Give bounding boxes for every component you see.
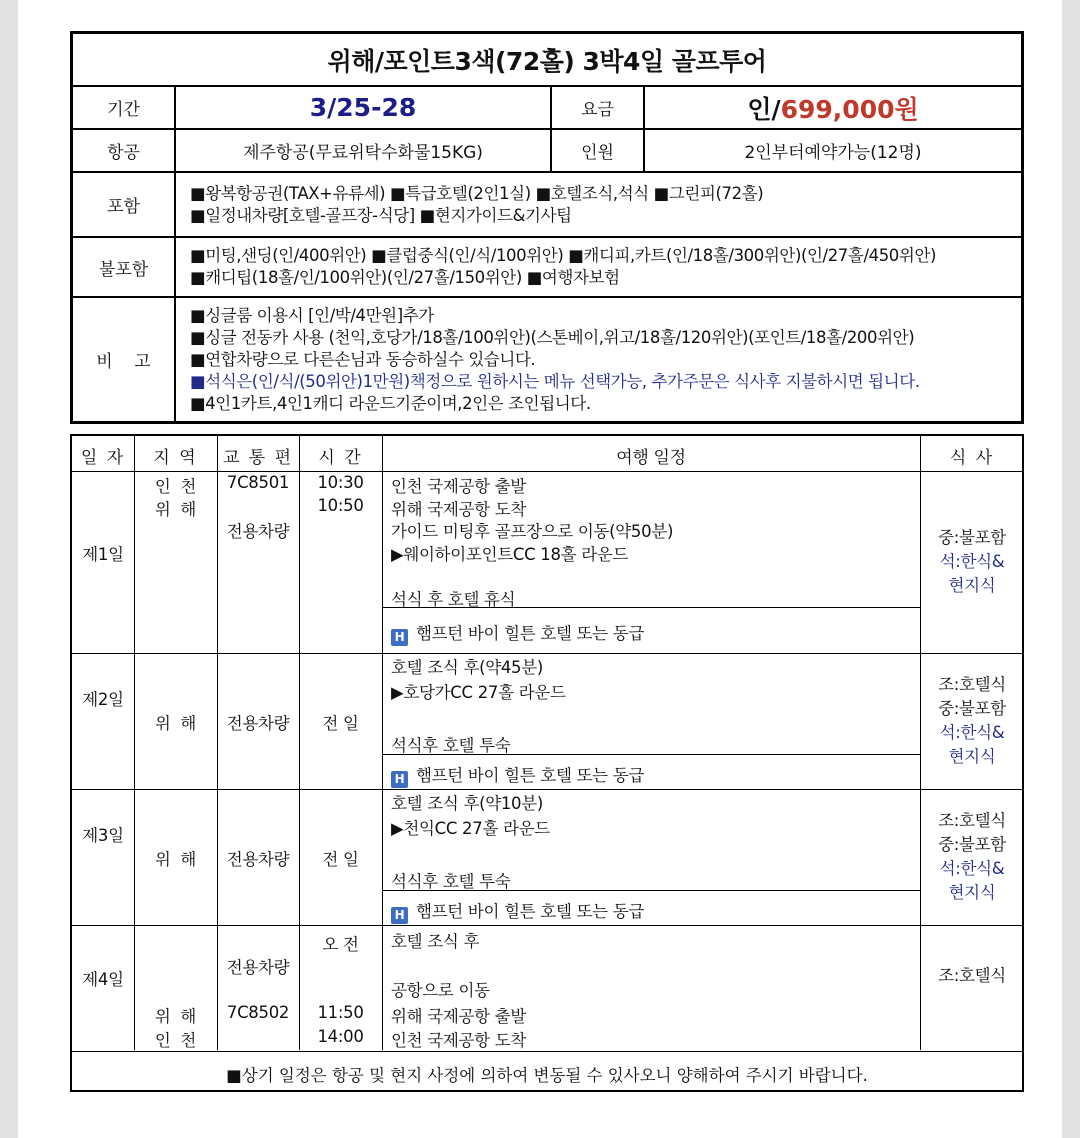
hotel-icon: H bbox=[391, 771, 408, 788]
remark-line: ■4인1카트,4인1캐디 라운드기준이며,2인은 조인됩니다. bbox=[190, 393, 591, 413]
period-value: 3/25-28 bbox=[309, 93, 417, 122]
day-label: 제3일 bbox=[82, 826, 124, 845]
hotel-info bbox=[391, 762, 644, 788]
meal-breakfast: 조:호텔식 bbox=[938, 811, 1006, 830]
itinerary-line: ▶웨이하이포인트CC 18홀 라운드 bbox=[391, 545, 629, 564]
hotel-icon: H bbox=[391, 907, 408, 924]
region: 인 천 bbox=[154, 1031, 197, 1050]
remarks-row bbox=[73, 298, 1021, 421]
price-value: 인/699,000원 bbox=[747, 94, 919, 124]
itinerary-line: 호텔 조식 후 bbox=[391, 932, 480, 951]
time: 11:50 bbox=[317, 1003, 364, 1022]
included-label: 포함 bbox=[107, 197, 140, 217]
airline-value: 제주항공(무료위탁수화물15KG) bbox=[243, 143, 483, 163]
header-region: 지 역 bbox=[153, 448, 198, 468]
header-date: 일 자 bbox=[80, 448, 126, 468]
row-divider bbox=[72, 471, 1022, 472]
time: 오 전 bbox=[322, 935, 359, 954]
row-divider bbox=[72, 653, 1022, 654]
itinerary-line: 가이드 미팅후 골프장으로 이동(약50분) bbox=[391, 522, 674, 541]
remark-line-dinner: ■석식은(인/식/(50위안)1만원)책정으로 원하시는 메뉴 선택가능, 추가주문은 식사후 지불하시면 됩니다. bbox=[190, 371, 920, 391]
itinerary-line: ▶천익CC 27홀 라운드 bbox=[391, 819, 550, 838]
people-value: 2인부터예약가능(12명) bbox=[744, 143, 922, 163]
excluded-label: 불포함 bbox=[98, 259, 149, 280]
row-divider bbox=[72, 1051, 1022, 1052]
itinerary-line: 위해 국제공항 출발 bbox=[391, 1007, 527, 1026]
title-row bbox=[73, 34, 1021, 87]
meal-dinner: 현지식 bbox=[948, 747, 996, 766]
day-label: 제1일 bbox=[82, 545, 124, 564]
meal-info bbox=[920, 673, 1024, 769]
meal-dinner: 현지식 bbox=[948, 883, 996, 902]
footer-note: ■상기 일정은 항공 및 현지 사정에 의하여 변동될 수 있사오니 양해하여 주시기 바랍니다. bbox=[226, 1066, 868, 1085]
meal-info bbox=[920, 964, 1024, 988]
meal-lunch: 중:불포함 bbox=[938, 835, 1006, 854]
tour-title: 위해/포인트3색(72홀) 3박4일 골프투어 bbox=[327, 46, 767, 76]
excluded-row bbox=[73, 238, 1021, 298]
price-amount: 699,000원 bbox=[780, 94, 919, 124]
hotel-icon: H bbox=[391, 629, 408, 646]
meal-info bbox=[920, 526, 1024, 598]
region: 위 해 bbox=[154, 850, 197, 869]
region: 위 해 bbox=[154, 500, 197, 519]
itinerary-line: 공항으로 이동 bbox=[391, 981, 490, 1000]
column-divider bbox=[299, 436, 300, 1050]
transport: 전용차량 bbox=[226, 714, 290, 733]
flight-number: 7C8502 bbox=[226, 1003, 290, 1022]
included-line: ■왕복항공권(TAX+유류세) ■특급호텔(2인1실) ■호텔조식,석식 ■그린피(72홀) bbox=[190, 183, 764, 203]
remarks-label: 비 고 bbox=[96, 352, 151, 372]
meal-dinner: 석:한식& bbox=[939, 859, 1005, 878]
header-transport: 교 통 편 bbox=[222, 448, 294, 468]
meal-dinner: 현지식 bbox=[948, 576, 996, 595]
time: 전 일 bbox=[322, 850, 359, 869]
day-label: 제4일 bbox=[82, 970, 124, 989]
schedule-table bbox=[70, 434, 1024, 1092]
transport: 전용차량 bbox=[226, 850, 290, 869]
itinerary-line: ▶호당가CC 27홀 라운드 bbox=[391, 683, 566, 702]
excluded-line: ■미팅,샌딩(인/400위안) ■클럽중식(인/식/100위안) ■캐디피,카트(인/18홀/300위안)(인/27홀/450위안) bbox=[190, 246, 937, 265]
airline-label: 항공 bbox=[107, 143, 140, 163]
included-line: ■일정내차량[호텔-골프장-식당] ■현지가이드&기사팁 bbox=[190, 205, 572, 225]
transport: 전용차량 bbox=[226, 522, 290, 541]
price-label: 요금 bbox=[581, 100, 614, 120]
tour-info-table bbox=[70, 31, 1024, 424]
meal-lunch: 중:불포함 bbox=[938, 528, 1006, 547]
time: 10:50 bbox=[317, 496, 364, 515]
excluded-line: ■캐디팁(18홀/인/100위안)(인/27홀/150위안) ■여행자보험 bbox=[190, 268, 620, 287]
included-row bbox=[73, 173, 1021, 238]
airline-people-row bbox=[73, 130, 1021, 173]
region: 인 천 bbox=[154, 477, 197, 496]
meal-lunch: 중:불포함 bbox=[938, 699, 1006, 718]
remark-line: ■싱글 전동카 사용 (천익,호당가/18홀/100위안)(스톤베이,위고/18홀/120위안)(포인트/18홀/200위안) bbox=[190, 327, 915, 347]
hotel-info bbox=[391, 620, 644, 646]
period-label: 기간 bbox=[107, 100, 140, 120]
itinerary-line: 석식후 호텔 투숙 bbox=[391, 872, 511, 891]
time: 10:30 bbox=[317, 473, 364, 492]
region: 위 해 bbox=[154, 714, 197, 733]
transport: 전용차량 bbox=[226, 958, 290, 977]
itinerary-line: 인천 국제공항 도착 bbox=[391, 1031, 527, 1050]
meal-breakfast: 조:호텔식 bbox=[938, 675, 1006, 694]
itinerary-line: 호텔 조식 후(약10분) bbox=[391, 794, 544, 813]
column-divider bbox=[382, 436, 383, 1050]
time: 14:00 bbox=[317, 1027, 364, 1046]
itinerary-line: 위해 국제공항 도착 bbox=[391, 500, 527, 519]
meal-dinner: 석:한식& bbox=[939, 552, 1005, 571]
period-price-row bbox=[73, 87, 1021, 130]
flight-number: 7C8501 bbox=[226, 473, 290, 492]
itinerary-line: 석식후 호텔 투숙 bbox=[391, 736, 511, 755]
hotel-info bbox=[391, 898, 644, 924]
document-page bbox=[18, 0, 1062, 1138]
people-label: 인원 bbox=[581, 143, 614, 163]
header-meal: 식 사 bbox=[949, 448, 995, 468]
meal-breakfast: 조:호텔식 bbox=[938, 966, 1006, 985]
region: 위 해 bbox=[154, 1007, 197, 1026]
hotel-name: 햄프턴 바이 힐튼 호텔 또는 동급 bbox=[416, 766, 645, 785]
hotel-name: 햄프턴 바이 힐튼 호텔 또는 동급 bbox=[416, 902, 645, 921]
itinerary-line: 인천 국제공항 출발 bbox=[391, 477, 527, 496]
column-divider bbox=[134, 436, 135, 1050]
time: 전 일 bbox=[322, 714, 359, 733]
row-divider bbox=[72, 789, 1022, 790]
remark-line: ■연합차량으로 다른손님과 동승하실수 있습니다. bbox=[190, 349, 536, 369]
meal-dinner: 석:한식& bbox=[939, 723, 1005, 742]
header-time: 시 간 bbox=[318, 448, 363, 468]
itinerary-line: 석식 후 호텔 휴식 bbox=[391, 590, 516, 609]
header-itinerary: 여행 일정 bbox=[616, 448, 686, 468]
meal-info bbox=[920, 809, 1024, 905]
remark-line: ■싱글룸 이용시 [인/박/4만원]추가 bbox=[190, 305, 434, 325]
row-divider bbox=[72, 925, 1022, 926]
itinerary-line: 호텔 조식 후(약45분) bbox=[391, 658, 544, 677]
hotel-name: 햄프턴 바이 힐튼 호텔 또는 동급 bbox=[416, 624, 645, 643]
day-label: 제2일 bbox=[82, 690, 124, 709]
